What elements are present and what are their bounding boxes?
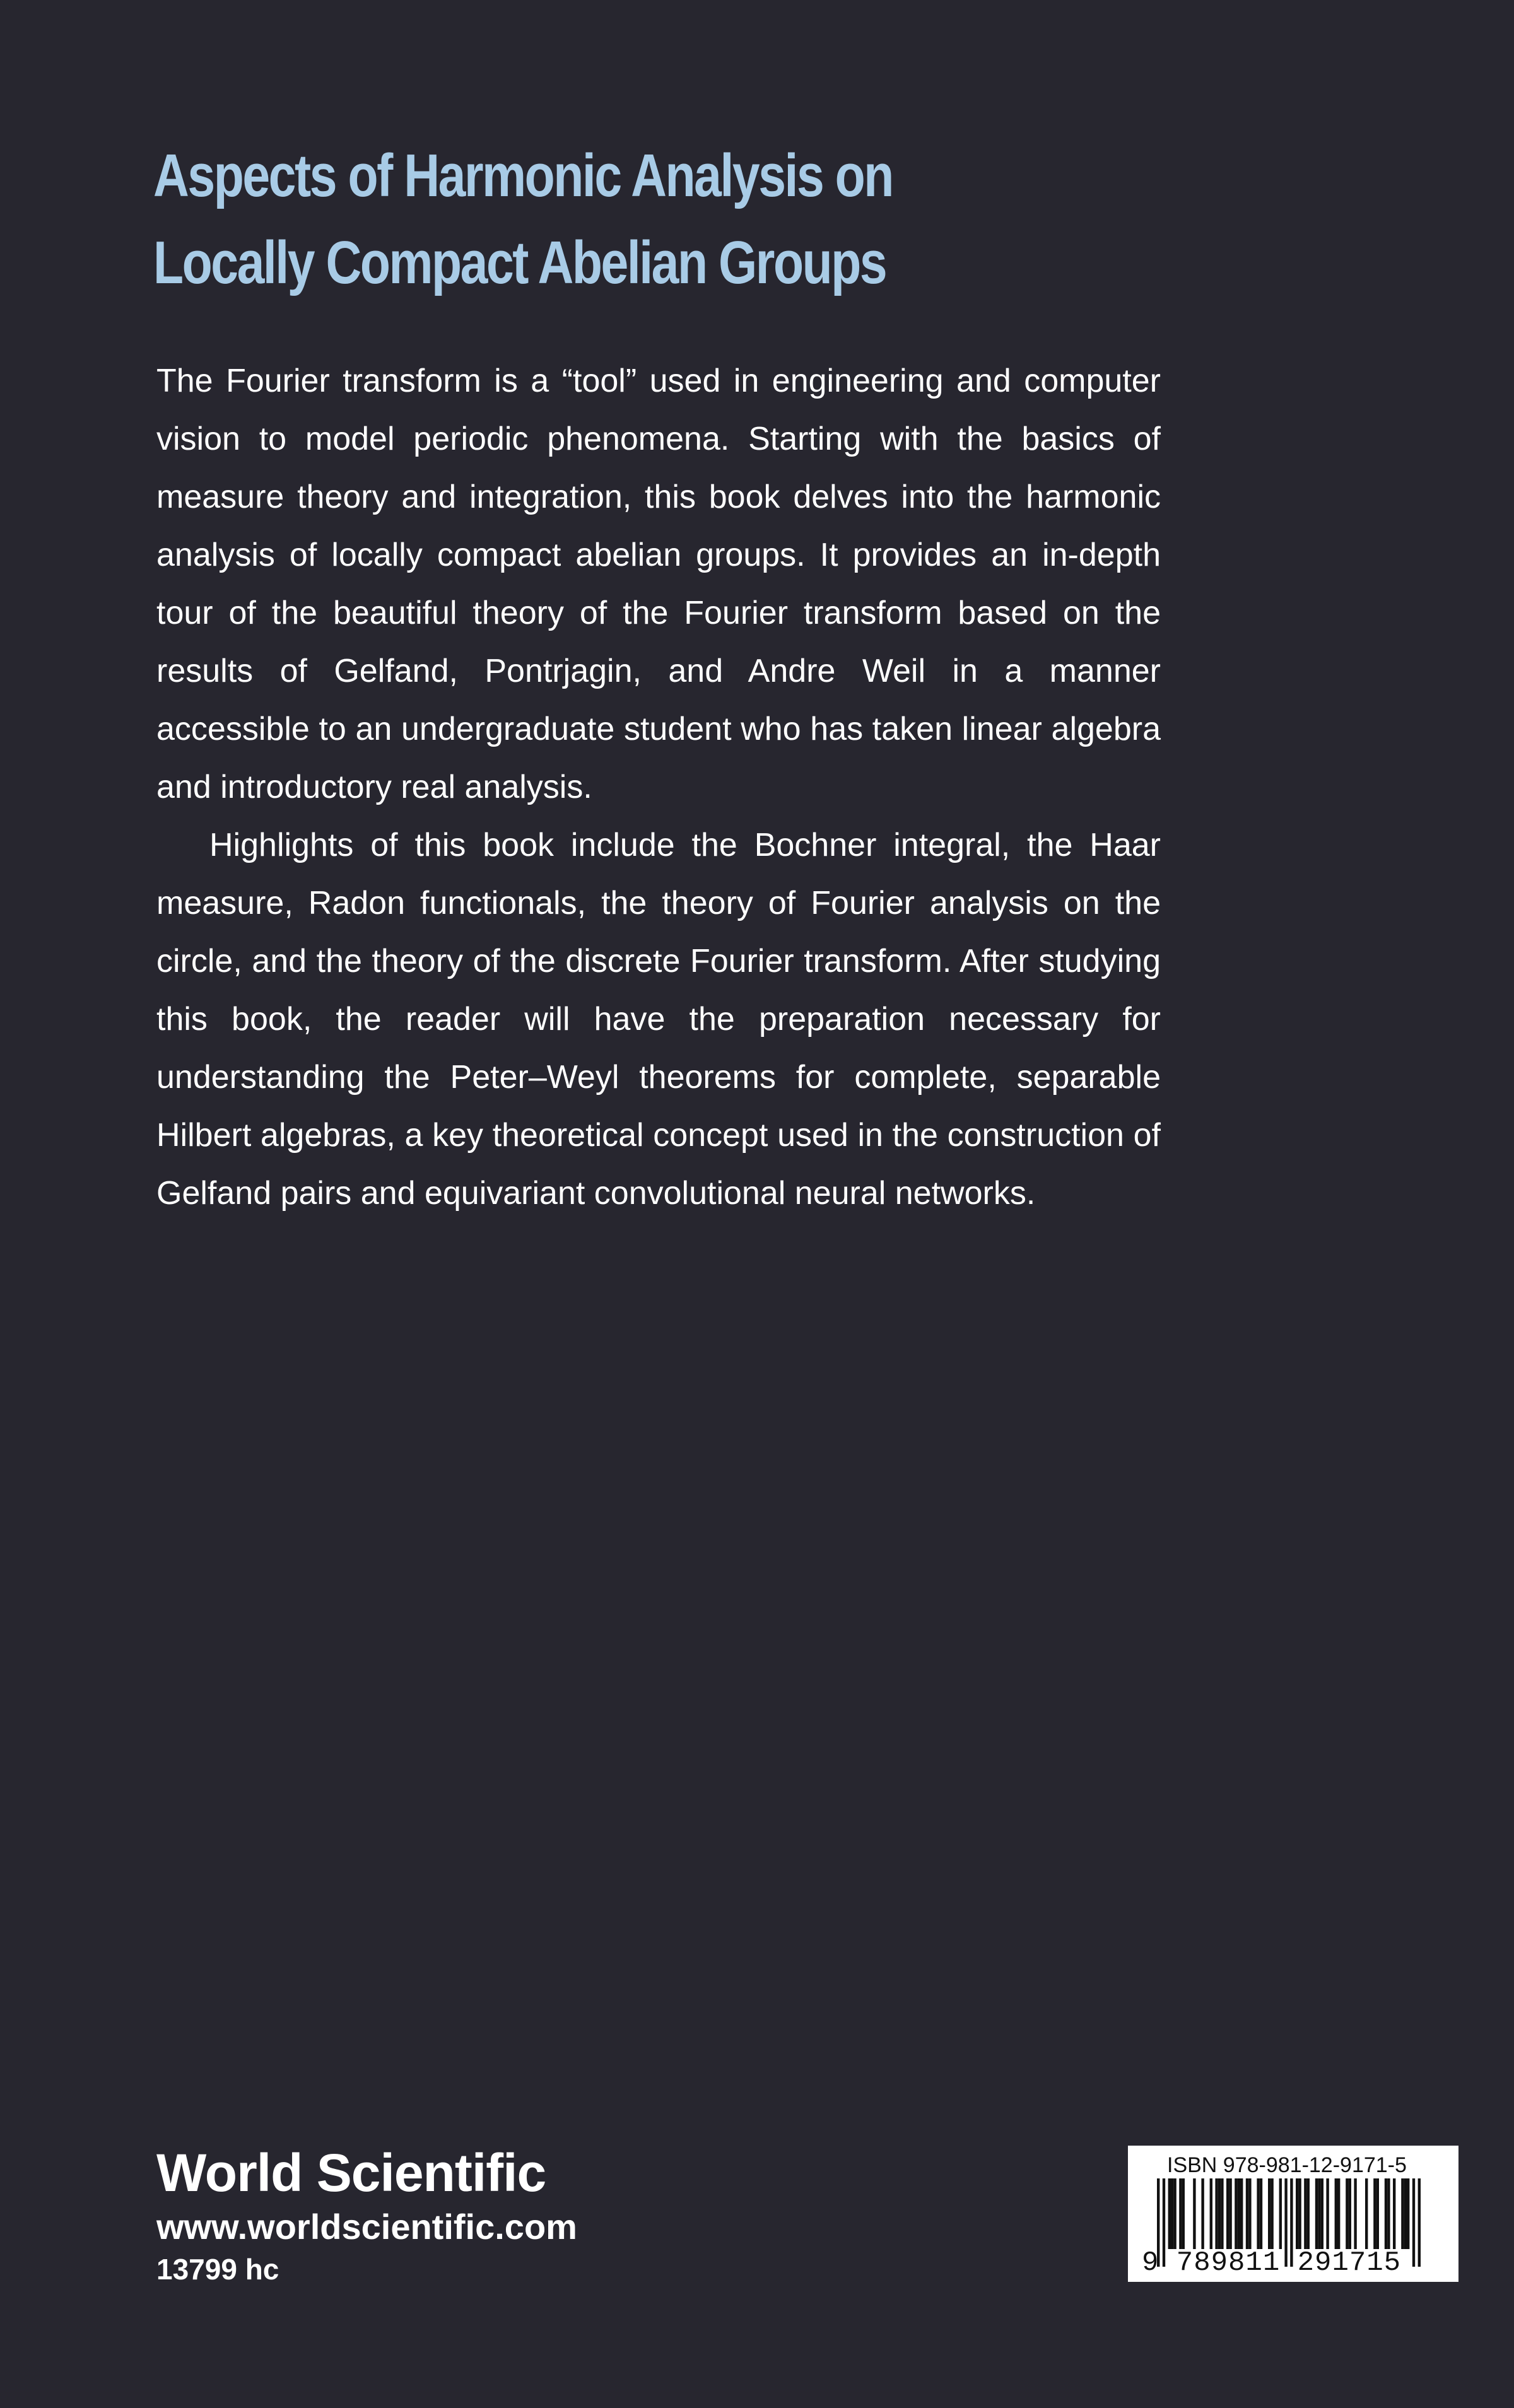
barcode-bar bbox=[1296, 2178, 1298, 2249]
barcode-bar bbox=[1270, 2178, 1273, 2249]
book-description bbox=[156, 352, 1161, 1222]
book-title-line-1: Aspects of Harmonic Analysis on bbox=[153, 142, 893, 209]
barcode-bar bbox=[1215, 2178, 1218, 2249]
barcode-bar bbox=[1210, 2178, 1212, 2249]
barcode-bar bbox=[1407, 2178, 1409, 2249]
barcode-bar bbox=[1346, 2178, 1348, 2249]
barcode-bar bbox=[1304, 2178, 1306, 2249]
isbn-label: ISBN 978-981-12-9171-5 bbox=[1167, 2153, 1407, 2177]
barcode-bar bbox=[1365, 2178, 1368, 2249]
isbn-barcode bbox=[1128, 2146, 1458, 2282]
publisher-name: World Scientific bbox=[156, 2143, 546, 2202]
barcode-bar bbox=[1238, 2178, 1240, 2249]
barcode-bar bbox=[1326, 2178, 1329, 2249]
barcode-bar bbox=[1201, 2178, 1204, 2249]
book-title bbox=[153, 132, 981, 307]
barcode-bar bbox=[1221, 2178, 1223, 2249]
barcode-bar bbox=[1376, 2178, 1379, 2249]
description-paragraph-2: Highlights of this book include the Bochner integral, the Haar measure, Radon functionals, the theory of Fourier analysis on the circle, and the theory of the discrete Fourier transform. After studying this book, the reader will have the preparation necessary for understanding the Peter–Weyl theorems for complete, separable Hilbert algebras, a key theoretical concept used in the construction of Gelfand pairs and equivariant convolutional neural networks. bbox=[156, 827, 1161, 1212]
barcode-bar bbox=[1307, 2178, 1310, 2249]
barcode-bar bbox=[1279, 2178, 1282, 2249]
barcode-bar bbox=[1235, 2178, 1237, 2249]
barcode-bar bbox=[1335, 2178, 1337, 2249]
publisher-block bbox=[156, 2141, 577, 2289]
barcode-bar bbox=[1173, 2178, 1176, 2249]
barcode-bar bbox=[1393, 2178, 1395, 2249]
barcode-bar bbox=[1298, 2178, 1301, 2249]
barcode-bar bbox=[1182, 2178, 1185, 2249]
barcode-bar bbox=[1257, 2178, 1259, 2249]
barcode-bar bbox=[1404, 2178, 1407, 2249]
barcode-bar bbox=[1218, 2178, 1221, 2249]
barcode-bar bbox=[1401, 2178, 1404, 2249]
barcode-bar bbox=[1354, 2178, 1356, 2249]
barcode-bar bbox=[1193, 2178, 1195, 2249]
barcode-bar bbox=[1260, 2178, 1262, 2249]
barcode-bar bbox=[1229, 2178, 1231, 2249]
barcode-bar bbox=[1337, 2178, 1340, 2249]
book-title-line-2: Locally Compact Abelian Groups bbox=[153, 229, 886, 296]
publisher-code: 13799 hc bbox=[156, 2253, 279, 2286]
barcode-bar bbox=[1248, 2178, 1251, 2249]
barcode-bar bbox=[1318, 2178, 1320, 2249]
barcode-bar bbox=[1387, 2178, 1390, 2249]
barcode-bar bbox=[1226, 2178, 1229, 2249]
publisher-url: www.worldscientific.com bbox=[156, 2207, 577, 2247]
barcode-bar bbox=[1179, 2178, 1182, 2249]
barcode-bar bbox=[1168, 2178, 1171, 2249]
barcode-bar bbox=[1321, 2178, 1323, 2249]
barcode-bar bbox=[1171, 2178, 1173, 2249]
barcode-bar bbox=[1349, 2178, 1351, 2249]
barcode-bar bbox=[1315, 2178, 1318, 2249]
description-paragraph-1: The Fourier transform is a “tool” used in engineering and computer vision to model periodic phenomena. Starting with the basics of measure theory and integration, this book delves into the harmonic analysis of locally compact abelian groups. It provides an in-depth tour of the beautiful theory of the Fourier transform based on the results of Gelfand, Pontrjagin, and Andre Weil in a manner accessible to an undergraduate student who has taken linear algebra and introductory real analysis. bbox=[156, 363, 1161, 805]
barcode-bar bbox=[1373, 2178, 1376, 2249]
barcode-bar bbox=[1246, 2178, 1248, 2249]
barcode-bar bbox=[1385, 2178, 1387, 2249]
barcode-digits: 9 789811 291715 bbox=[1142, 2247, 1402, 2279]
barcode-bar bbox=[1240, 2178, 1243, 2249]
barcode-bar bbox=[1268, 2178, 1270, 2249]
